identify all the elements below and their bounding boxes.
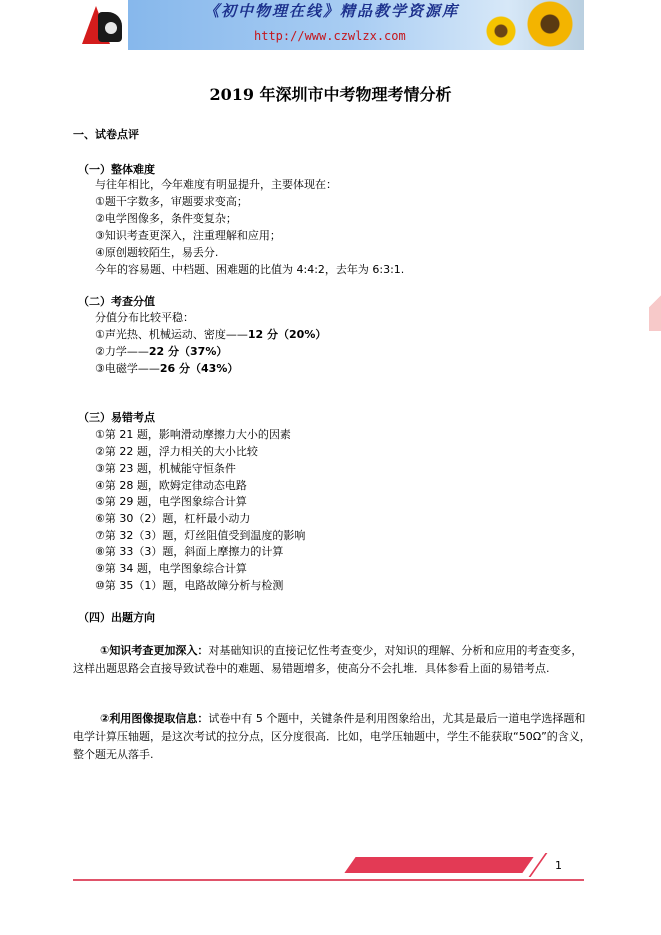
- score-item: [95, 326, 326, 343]
- part2-intro: 分值分布比较平稳：: [95, 311, 194, 324]
- list-item: ②电学图像多，条件变复杂；: [95, 212, 237, 225]
- footer-line: [73, 879, 584, 881]
- sunflower-small-image: [484, 14, 518, 48]
- part1-summary: 今年的容易题、中档题、困难题的比值为 4:4:2，去年为 6:3:1.: [95, 263, 405, 276]
- list-item: ③知识考查更深入，注重理解和应用；: [95, 229, 281, 242]
- part3-heading: （三）易错考点: [78, 411, 155, 424]
- score-label: ②力学——: [95, 345, 149, 358]
- part1-heading: （一）整体难度: [78, 163, 155, 176]
- page-number: 1: [555, 859, 562, 872]
- direction-paragraph: [73, 710, 591, 764]
- part2-heading: （二）考查分值: [78, 295, 155, 308]
- list-item: ①第 21 题，影响滑动摩擦力大小的因素: [95, 428, 291, 441]
- list-item: ⑥第 30（2）题，杠杆最小动力: [95, 512, 251, 525]
- list-item: ⑦第 32（3）题，灯丝阻值受到温度的影响: [95, 529, 306, 542]
- paragraph-lead: ①知识考查更加深入：: [100, 644, 209, 657]
- list-item: ⑧第 33（3）题，斜面上摩擦力的计算: [95, 545, 284, 558]
- score-label: ①声光热、机械运动、密度——: [95, 328, 248, 341]
- section-heading: 一、试卷点评: [73, 128, 139, 141]
- part1-intro: 与往年相比，今年难度有明显提升，主要体现在：: [95, 178, 337, 191]
- list-item: ⑨第 34 题，电学图象综合计算: [95, 562, 247, 575]
- list-item: ④原创题较陌生，易丢分.: [95, 246, 219, 259]
- list-item: ⑩第 35（1）题，电路故障分析与检测: [95, 579, 284, 592]
- score-value: 12 分（20%）: [247, 328, 327, 341]
- sunflower-image: [522, 0, 578, 50]
- site-logo: [78, 0, 128, 50]
- paragraph-text: 试卷中有 5 个题中，关键条件是利用图象给出，尤其是最后一道电学选择题和电学计算压轴题，是这次考试的拉分点，区分度很高．比如，电学压轴题中，学生不能获取“50Ω”的含义，整个题无从落手.: [73, 712, 591, 761]
- list-item: ⑤第 29 题，电学图象综合计算: [95, 495, 247, 508]
- header-banner: [78, 0, 584, 50]
- score-value: 22 分（37%）: [148, 345, 228, 358]
- score-item: [95, 360, 238, 377]
- site-title: 《初中物理在线》精品教学资源库: [204, 2, 460, 20]
- score-item: [95, 343, 227, 360]
- list-item: ④第 28 题，欧姆定律动态电路: [95, 479, 247, 492]
- corner-decoration: [649, 283, 661, 331]
- paragraph-lead: ②利用图像提取信息：: [100, 712, 209, 725]
- score-value: 26 分（43%）: [159, 362, 239, 375]
- paragraph-text: 对基础知识的直接记忆性考查变少，对知识的理解、分析和应用的考查变多，这样出题思路会直接导致试卷中的难题、易错题增多，使高分不会扎堆．具体参看上面的易错考点.: [73, 644, 583, 675]
- list-item: ①题干字数多，审题要求变高；: [95, 195, 248, 208]
- site-url: http://www.czwlzx.com: [254, 29, 406, 43]
- part4-heading: （四）出题方向: [78, 611, 155, 624]
- direction-paragraph: [73, 642, 591, 678]
- document-title: 2019 年深圳市中考物理考情分析: [209, 85, 452, 104]
- footer-band: [344, 857, 533, 873]
- list-item: ②第 22 题，浮力相关的大小比较: [95, 445, 258, 458]
- list-item: ③第 23 题，机械能守恒条件: [95, 462, 236, 475]
- score-label: ③电磁学——: [95, 362, 160, 375]
